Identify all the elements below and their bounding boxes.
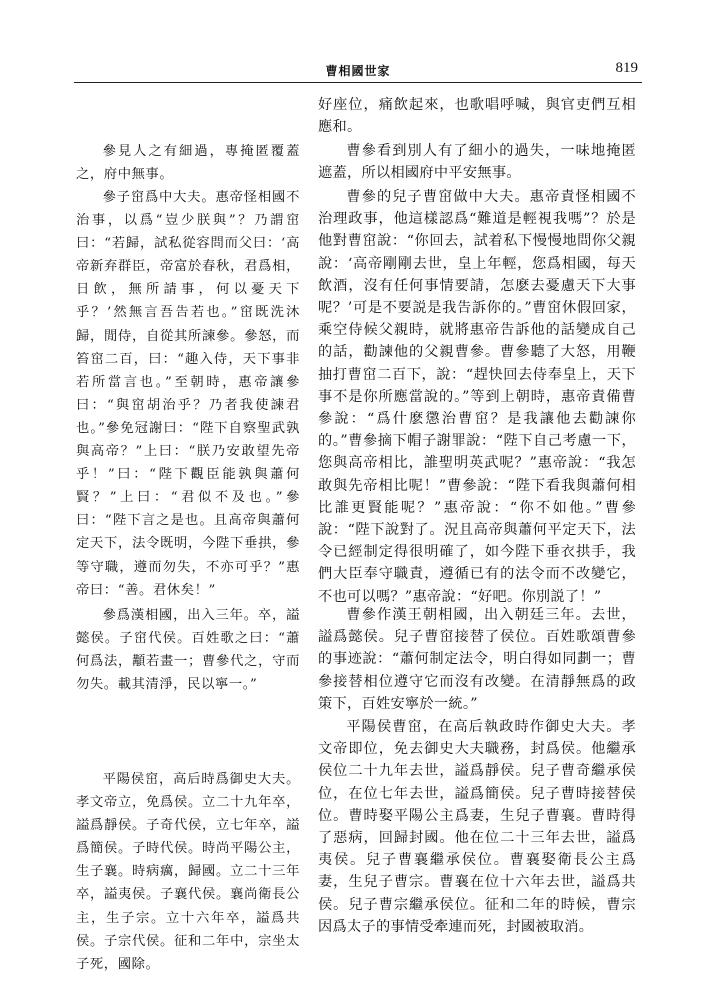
original-paragraph-4: 平陽侯窋，高后時爲御史大夫。孝文帝立，免爲侯。立二十九年卒，謚爲靜侯。子奇代侯，立七年卒，謚爲簡侯。子時代侯。時尚平陽公主，生子襄。時病癘，歸國。立二十三年卒，謚夷侯。子襄代侯。襄尚衛長公主，生子宗。立十六年卒，謚爲共侯。子宗代侯。征和二年中，宗坐太子死，國除。 bbox=[76, 772, 300, 972]
translation-paragraph-2: 曹參的兒子曹窋做中大夫。惠帝責怪相國不治理政事，他這樣認爲“難道是輕視我嗎”？於是他對曹窋說：“你回去，試着私下慢慢地問你父親說：‘高帝剛剛去世，皇上年輕，您爲相國，每天飲酒，沒有任何事情要請，怎麽去憂慮天下大事呢？’可是不要説是我告訴你的。”曹窋休假回家，乘空侍候父親時，就將惠帝告訴他的話變成自己的話，勸諫他的父親曹參。曹參聽了大怒，用鞭抽打曹窋二百下，說：“趕快回去侍奉皇上，天下事不是你所應當說的。”等到上朝時，惠帝責備曹參說：“爲什麽懲治曹窋？是我讓他去勸諫你的。”曹參摘下帽子謝罪說：“陛下自己考慮一下，您與高帝相比，誰聖明英武呢？”惠帝說：“我怎敢與先帝相比呢！”曹參說：“陛下看我與蕭何相比誰更賢能呢？”惠帝說：“你不如他。”曹參說：“陛下說對了。況且高帝與蕭何平定天下，法令已經制定得很明確了，如今陛下垂衣拱手，我們大臣奉守職責，遵循已有的法令而不改變它，不也可以嗎？”惠帝說：“好吧。你別説了！” bbox=[318, 189, 636, 605]
translation-paragraph-0: 好座位，痛飲起來，也歌唱呼喊，與官吏們互相應和。 bbox=[318, 97, 636, 136]
page-header bbox=[74, 60, 642, 82]
translation-paragraph-4: 平陽侯曹窋，在高后執政時作御史大夫。孝文帝即位，免去御史大夫職務，封爲侯。他繼承侯位二十九年去世，謚爲靜侯。兒子曹奇繼承侯位，在位七年去世，謚爲簡侯。兒子曹時接替侯位。曹時娶平陽公主爲妻，生兒子曹襄。曹時得了惡病，回歸封國。他在位二十三年去世，謚爲夷侯。兒子曹襄繼承侯位。曹襄娶衛長公主爲妻，生兒子曹宗。曹襄在位十六年去世，謚爲共侯。兒子曹宗繼承侯位。征和二年的時候，曹宗因爲太子的事情受牽連而死，封國被取消。 bbox=[318, 719, 636, 935]
translation-paragraph-1: 曹參看到別人有了細小的過失，一味地掩匿遮蓋，所以相國府中平安無事。 bbox=[318, 143, 636, 182]
original-paragraph-2: 參子窋爲中大夫。惠帝怪相國不治事，以爲“豈少朕與”？乃謂窋曰：“若歸，試私從容問而父曰：‘高帝新弃群臣，帝富於春秋，君爲相，日飲，無所請事，何以憂天下乎？’然無言吾告若也。”窋既洗沐歸，閒侍，自從其所諫參。參怒，而笞窋二百，曰：“趣入侍，天下事非若所當言也。”至朝時，惠帝讓參曰：“與窋胡治乎？乃者我使諫君也。”參免冠謝曰：“陛下自察聖武孰與高帝？”上曰：“朕乃安敢望先帝乎！”曰：“陛下觀臣能孰與蕭何賢？”上曰：“君似不及也。”參曰：“陛下言之是也。且高帝與蕭何定天下，法令既明，今陛下垂拱，參等守職，遵而勿失，不亦可乎？”惠帝曰：“善。君休矣！” bbox=[76, 190, 300, 598]
original-paragraph-1: 參見人之有細過，專掩匿覆蓋之，府中無事。 bbox=[76, 144, 300, 183]
page-number: 819 bbox=[615, 60, 638, 76]
running-title: 曹相國世家 bbox=[325, 64, 391, 78]
header-rule bbox=[74, 82, 642, 83]
translation-paragraph-3: 曹參作漢王朝相國，出入朝廷三年。去世，謚爲懿侯。兒子曹窋接替了侯位。百姓歌頌曹參的事迹說：“蕭何制定法令，明白得如同劃一；曹參接替相位遵守它而沒有改變。在清靜無爲的政策下，百姓安寧於一統。” bbox=[318, 607, 636, 712]
original-paragraph-3: 參爲漢相國，出入三年。卒，謚懿侯。子窋代侯。百姓歌之曰：“蕭何爲法，顜若畫一；曹參代之，守而勿失。載其清淨，民以寧一。” bbox=[76, 608, 300, 693]
